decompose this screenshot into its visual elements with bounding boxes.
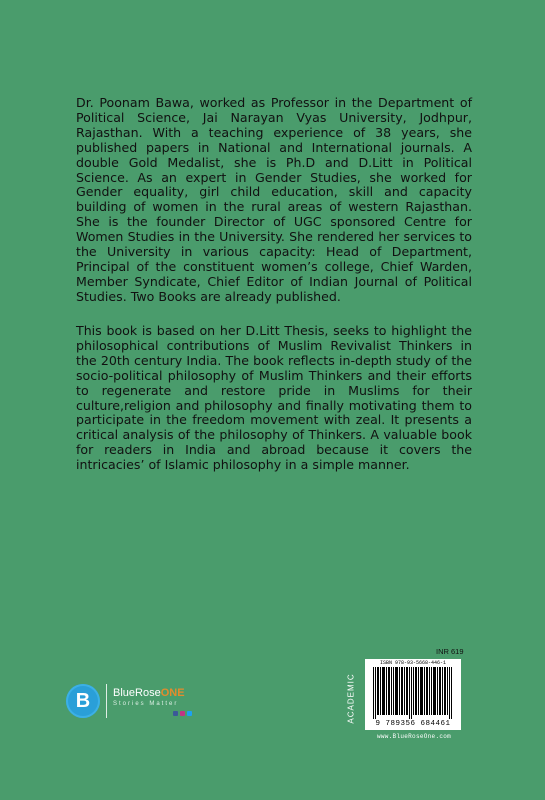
price-label: INR 619 <box>436 647 464 656</box>
publisher-name-main: BlueRose <box>113 686 161 699</box>
social-icons <box>173 711 192 716</box>
social-icon-3 <box>187 711 192 716</box>
publisher-website: www.BlueRoseOne.com <box>376 733 452 740</box>
author-bio-paragraph: Dr. Poonam Bawa, worked as Professor in the Department of Political Science, Jai Narayan Vyas University, Jodhpur, Rajasthan. With a teaching experience of 38 years, she published papers in National and International journals. A double Gold Medalist, she is Ph.D and D.Litt in Political Science. As an expert in Gender Studies, she worked for Gender equality, girl child education, skill and capacity building of women in the rural areas of western Rajasthan. She is the founder Director of UGC sponsored Centre for Women Studies in the University. She rendered her services to the University in various capacity: Head of Department, Principal of the constituent women’s college, Chief Warden, Member Syndicate, Chief Editor of Indian Journal of Political Studies. Two Books are already published. <box>76 95 472 304</box>
category-label <box>345 658 357 738</box>
isbn-barcode <box>365 659 461 730</box>
bluerose-logo-icon: B <box>66 684 100 718</box>
social-icon-1 <box>173 711 178 716</box>
publisher-logo <box>66 684 192 718</box>
social-icon-2 <box>180 711 185 716</box>
logo-wordmark <box>113 687 192 716</box>
barcode-icon <box>373 667 453 719</box>
publisher-tagline: Stories Matter <box>113 700 179 707</box>
book-description-paragraph: This book is based on her D.Litt Thesis, seeks to highlight the philosophical contributions of Muslim Revivalist Thinkers in the 20th century India. The book reflects in-depth study of the socio-political philosophy of Muslim Thinkers and their efforts to regenerate and restore pride in Muslims for their culture,religion and philosophy and finally motivating them to participate in the freedom movement with zeal. It presents a critical analysis of the philosophy of Thinkers. A valuable book for readers in India and abroad because it covers the intricacies’ of Islamic philosophy in a simple manner. <box>76 323 472 473</box>
ean-number: 9 789356 684461 <box>375 720 451 728</box>
isbn-text: ISBN 978-93-5668-446-1 <box>379 660 446 666</box>
logo-divider <box>106 684 107 718</box>
publisher-name <box>113 687 192 699</box>
category-text: ACADEMIC <box>346 672 356 724</box>
publisher-name-accent: ONE <box>160 686 185 699</box>
